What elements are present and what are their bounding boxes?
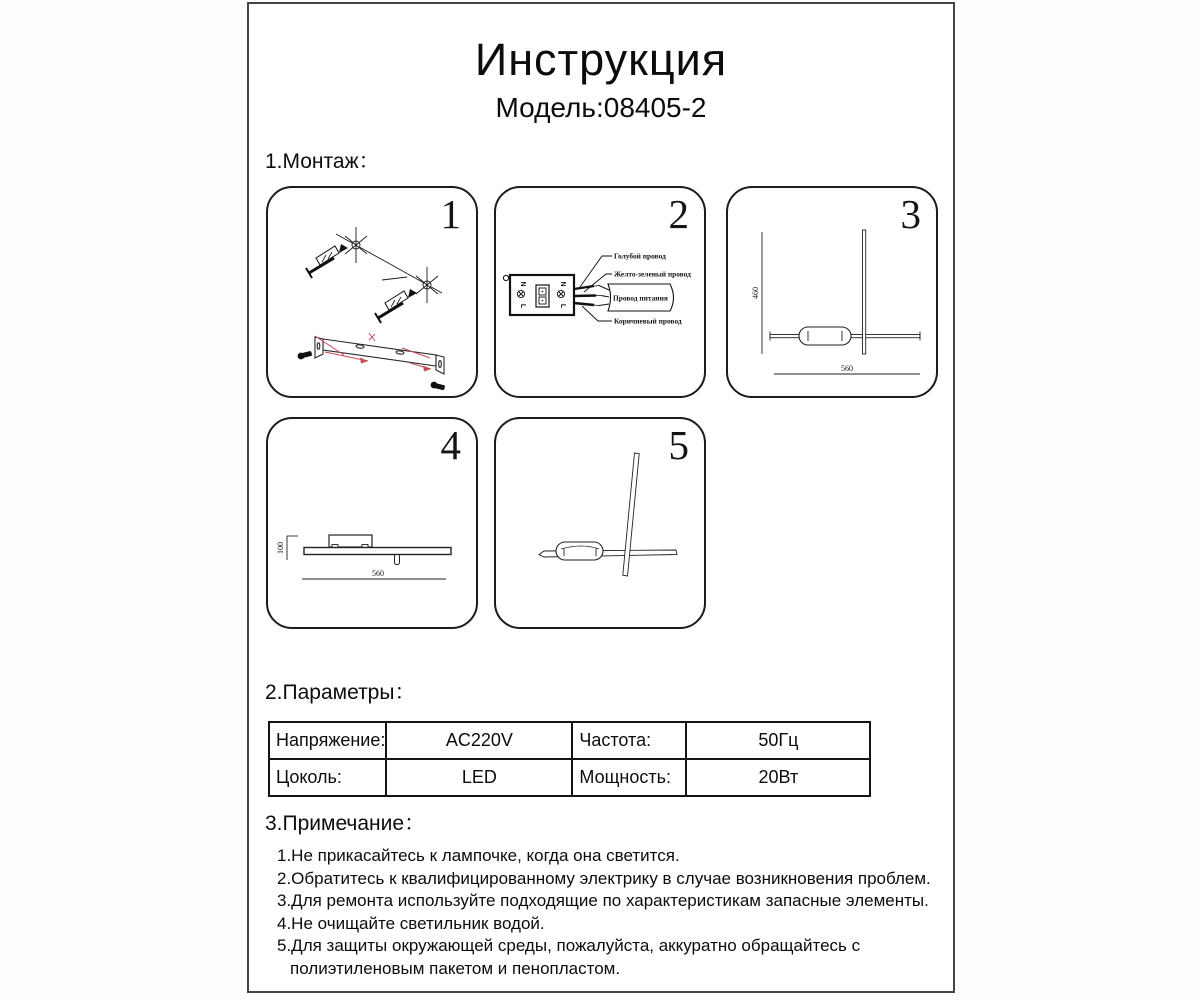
- param-voltage-label: Напряжение:: [269, 722, 386, 759]
- param-frequency-label: Частота:: [572, 722, 686, 759]
- wires: [574, 286, 609, 306]
- height-dimension-label: 460: [751, 287, 760, 299]
- terminal-l-left: L: [519, 303, 526, 309]
- terminal-l-right: L: [559, 303, 566, 309]
- note-item: 1.Не прикасайтесь к лампочке, когда она светится.: [277, 846, 680, 865]
- montage-step-3: [726, 186, 938, 398]
- param-voltage-value: AC220V: [386, 722, 572, 759]
- power-cable: [608, 284, 674, 311]
- section-parameters-heading: 2.Параметры：: [265, 681, 416, 704]
- drill-mark-icon: [345, 227, 367, 263]
- terminal-n-left: N: [519, 281, 526, 287]
- param-socket-value: LED: [386, 759, 572, 796]
- notes-list: [277, 845, 937, 981]
- step-number: 1: [440, 191, 461, 237]
- note-item: 3.Для ремонта используйте подходящие по характеристикам запасные элементы.: [277, 891, 929, 911]
- terminal-n-right: N: [559, 281, 566, 287]
- table-row: [269, 759, 870, 796]
- montage-step-4: [266, 417, 478, 629]
- section-montage-heading: 1.Монтаж：: [265, 150, 380, 173]
- terminal-block: [503, 275, 574, 315]
- width-dimension-label: 560: [372, 569, 384, 578]
- montage-step-5: [494, 417, 706, 629]
- power-cable-label: Провод питания: [613, 293, 668, 303]
- param-power-value: 20Вт: [686, 759, 870, 796]
- param-power-label: Мощность:: [572, 759, 686, 796]
- param-frequency-value: 50Гц: [686, 722, 870, 759]
- section-notes-heading: 3.Примечание：: [265, 812, 426, 835]
- montage-step-1: [266, 186, 478, 398]
- width-dimension-label: 560: [841, 364, 853, 373]
- parameters-table: [268, 721, 871, 797]
- step-number: 2: [668, 191, 689, 237]
- model-number: Модель:08405-2: [495, 92, 707, 123]
- montage-step-2: [494, 186, 706, 398]
- note-item-continuation: полиэтиленовым пакетом и пенопластом.: [290, 958, 621, 978]
- note-item: 4.Не очищайте светильник водой.: [277, 913, 545, 933]
- page-title: Инструкция: [474, 34, 728, 85]
- step-number: 4: [440, 422, 461, 468]
- height-dimension-label: 100: [276, 542, 285, 554]
- note-item: 2.Обратитесь к квалифицированному электрику в случае возникновения проблем.: [277, 868, 931, 888]
- step-number: 5: [668, 422, 689, 468]
- table-row: [269, 722, 870, 759]
- wall-anchor-screw: [306, 244, 348, 278]
- wall-anchor-screw: [375, 289, 417, 323]
- brown-wire-label: Коричневый провод: [614, 316, 682, 326]
- step-number: 3: [900, 191, 921, 237]
- drill-mark-icon: [416, 267, 438, 303]
- note-item: 5.Для защиты окружающей среды, пожалуйста, аккуратно обращайтесь с: [277, 936, 861, 956]
- blue-wire-label: Голубой провод: [614, 251, 666, 261]
- yellow-green-wire-label: Желто-зеленый провод: [614, 269, 691, 279]
- param-socket-label: Цоколь:: [269, 759, 386, 796]
